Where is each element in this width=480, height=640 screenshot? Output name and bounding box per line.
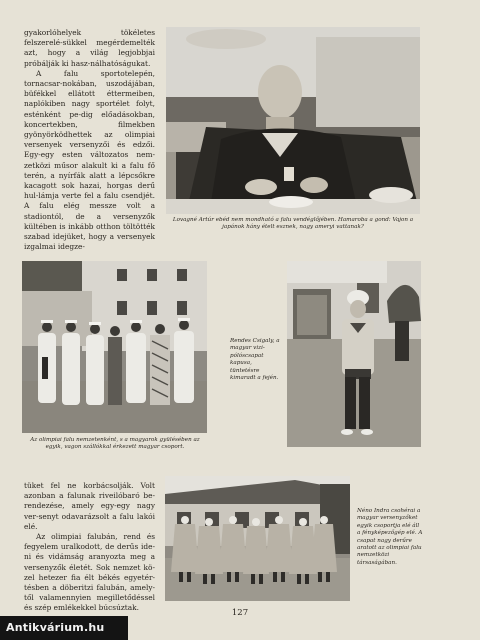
group-photo-caption: Az olimpiai falu nemzetenként, s a magyarok gyülésében az egyik, vagon szállókkal érkezett magyar csoport. [30,437,200,451]
paragraph: tüket fel ne korbácsolják. Volt azonban a falunak riveilóbaró be-rendezése, amely egy-egy nagy ver-senyt odavarázsolt a falu lakói elé. [24,481,155,531]
capes-photo-caption: Néno Indra csohérai a magyar versenyzőket egyik csoportja elé áll a fényképezőgép elé. A csapat nagy derűre aratott az olimpiai falu nemzetközi társaságában. [357,508,423,566]
article-column-2 [24,481,155,614]
turban-photo-caption: Rendes Csigaly, a magyar vizi-pólóscsapat kapusa, tüntetésre kimaradt a fején. [230,338,280,382]
article-column-1 [24,28,155,252]
antikvarium-watermark: Antikvárium.hu [0,616,128,640]
capes-photo-image [165,476,350,601]
dining-photo-caption: Lovagné Artúr ebéd nem mondható a falu vendéglőjében. Hamaroba a gond: Vajon a japánok hány ételt esznek, nagy ameryi vattanak? [172,217,414,231]
turban-photo-image [287,261,421,447]
turban-photo [287,261,421,447]
capes-photo [165,476,350,601]
dining-photo [166,27,420,214]
paragraph: Az olimpiai falubán, rend és fegyelem uralkodott, de derűs ide-ni és vidámság aranyozta meg a versenyzők életét. Sok nemzet kö-zel hetezer fia élt békés egyetér-tésben a döberitzi falubán, amely-től valamennyien megilletődéssel és szép emlékekkel búcsúztak. [24,532,155,613]
group-photo [22,261,207,433]
group-photo-image [22,261,207,433]
paragraph: A falu sportotelepén, tornacsar-nokában, uszodájában, büfékkel ellátott éttermeiben, naplókiben nagy sportélet folyt, esténként pe-dig előadásokban, koncertekben, filmekben gyönyörködhettek az olimpiai versenyek versenyzői és edzői. Egy-egy esten változatos nem-zetközi műsor alakult ki a falu fő terén, a nyírfák alatt a lépcsőkre kacagott sok hazai, horgas derű hul-lámja verte fel a falu csendjét. A falu elég messze volt a stadiontól, de a versenyzők kültében is inkább otthon töltötték szabad idejüket, hogy a versenyek izgalmai idegze- [24,68,155,252]
paragraph: gyakorlóhelyek tökéletes felszerelé-sükkel megérdemelték azt, hogy a világ legjobbjai próbálják ki hasz-nálhatóságukat. [24,28,155,68]
dining-photo-image [166,27,420,214]
page-number: 127 [231,608,249,618]
